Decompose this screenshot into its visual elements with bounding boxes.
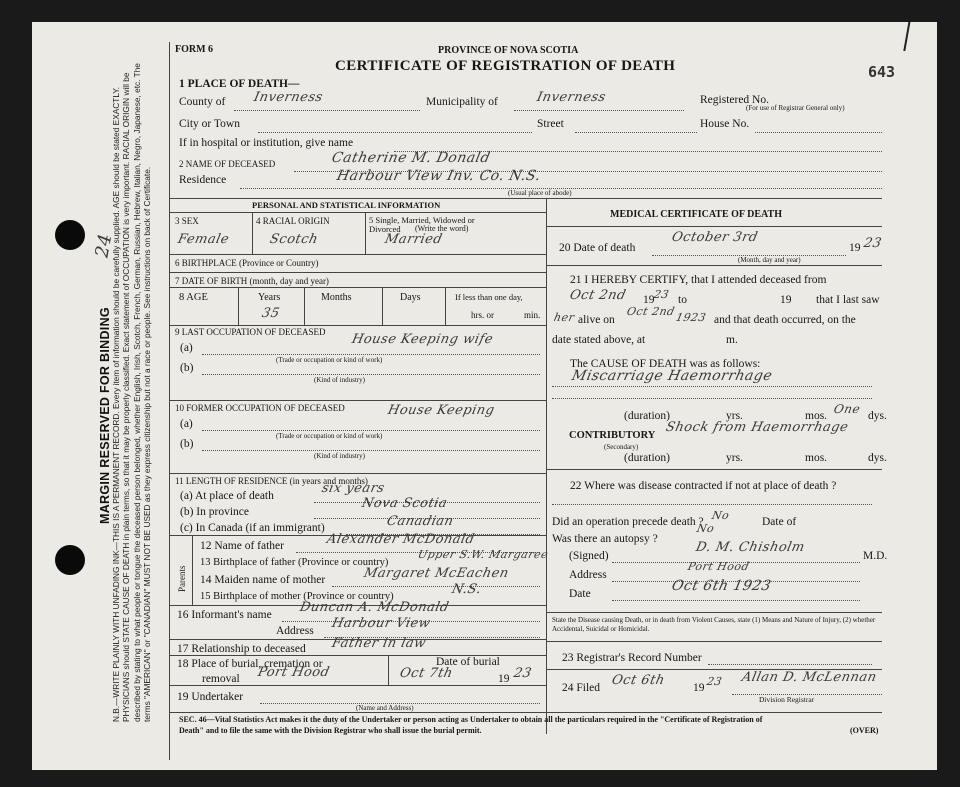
place-of-death-heading: 1 PLACE OF DEATH— bbox=[179, 78, 300, 90]
binding-hole-bottom bbox=[55, 545, 85, 575]
burial-label-1: 18 Place of burial, cremation or bbox=[177, 658, 323, 670]
yrs-label-1: yrs. bbox=[726, 410, 743, 422]
cause-label: The CAUSE OF DEATH was as follows: bbox=[570, 358, 761, 370]
margin-binding-title: MARGIN RESERVED FOR BINDING bbox=[98, 307, 112, 524]
years-label: Years bbox=[258, 292, 281, 303]
industry-note-2: (Kind of industry) bbox=[314, 452, 365, 460]
informant-label: 16 Informant's name bbox=[177, 609, 272, 621]
father-name-value: Alexander McDonald bbox=[325, 532, 477, 547]
less-than-day-label: If less than one day, bbox=[455, 292, 523, 302]
dys-label-2: dys. bbox=[868, 452, 887, 464]
informant-address-value: Harbour View bbox=[330, 616, 432, 631]
burial-place-value: Port Hood bbox=[256, 665, 332, 680]
former-occ-b: (b) bbox=[180, 438, 194, 450]
months-label: Months bbox=[321, 292, 352, 303]
to-label: to bbox=[678, 294, 687, 306]
her-value: her bbox=[552, 311, 576, 324]
sec46-line-2: Death" and to file the same with the Division Registrar who shall issue the burial permit. bbox=[179, 726, 482, 735]
physician-address-value: Port Hood bbox=[686, 560, 751, 573]
age-label: 8 AGE bbox=[179, 292, 208, 303]
physician-address-label: Address bbox=[569, 569, 607, 581]
medical-heading: MEDICAL CERTIFICATE OF DEATH bbox=[610, 209, 782, 220]
registered-note: (For use of Registrar General only) bbox=[746, 104, 845, 112]
marital-note: (Write the word) bbox=[415, 224, 469, 233]
mos-label-1: mos. bbox=[805, 410, 828, 422]
certificate-title: CERTIFICATE OF REGISTRATION OF DEATH bbox=[335, 58, 676, 74]
stamp-number: 643 bbox=[868, 63, 896, 81]
days-label: Days bbox=[400, 292, 421, 303]
signed-label: (Signed) bbox=[569, 550, 609, 562]
last-occ-b: (b) bbox=[180, 362, 194, 374]
racial-origin-value: Scotch bbox=[268, 232, 320, 247]
form-number: FORM 6 bbox=[175, 44, 214, 55]
marital-label-1: 5 Single, Married, Widowed or bbox=[369, 215, 475, 225]
in-canada-label: (c) In Canada (if an immigrant) bbox=[180, 522, 325, 534]
municipality-value: Inverness bbox=[535, 90, 608, 105]
date-of-label: Date of bbox=[762, 516, 797, 528]
sex-label: 3 SEX bbox=[175, 216, 199, 226]
relationship-value: Father in law bbox=[330, 636, 428, 651]
state-disease-note: State the Disease causing Death, or in death from Violent Causes, state (1) Means and Nature of Injury, (2) whether Accidental, Suicidal or Homicidal. bbox=[552, 616, 876, 633]
undertaker-label: 19 Undertaker bbox=[177, 691, 244, 703]
attended-from-year: 23 bbox=[652, 288, 671, 301]
last-occupation-value: House Keeping wife bbox=[350, 332, 495, 347]
m-label: m. bbox=[726, 334, 738, 346]
md-label: M.D. bbox=[863, 550, 888, 562]
mother-name-value: Margaret McEachen bbox=[362, 566, 511, 581]
dys-label-1: dys. bbox=[868, 410, 887, 422]
attended-from-value: Oct 2nd bbox=[568, 288, 628, 303]
former-occupation-value: House Keeping bbox=[386, 403, 497, 418]
registrar-signature: Allan D. McLennan bbox=[740, 670, 879, 685]
burial-date-value: Oct 7th bbox=[398, 666, 455, 681]
over-label: (OVER) bbox=[850, 726, 879, 735]
name-of-deceased-label: 2 NAME OF DECEASED bbox=[179, 159, 276, 169]
corner-check-mark bbox=[890, 22, 911, 51]
residence-label: Residence bbox=[179, 174, 227, 186]
relationship-label: 17 Relationship to deceased bbox=[177, 643, 306, 655]
last-occ-a: (a) bbox=[180, 342, 193, 354]
operation-value: No bbox=[710, 509, 731, 522]
filed-year: 23 bbox=[705, 675, 724, 688]
cert-date-value: Oct 6th 1923 bbox=[670, 578, 773, 594]
date-note: (Month, day and year) bbox=[738, 256, 801, 264]
certificate-document bbox=[32, 22, 937, 770]
contributory-value: Shock from Haemorrhage bbox=[664, 420, 850, 435]
duration-label-2: (duration) bbox=[624, 452, 670, 464]
date-of-death-value: October 3rd bbox=[670, 230, 760, 245]
operation-label: Did an operation precede death ? bbox=[552, 516, 704, 528]
in-canada-value: Canadian bbox=[385, 514, 456, 529]
alive-label: alive on bbox=[578, 314, 615, 326]
filed-year-prefix: 19 bbox=[693, 682, 705, 694]
municipality-label: Municipality of bbox=[426, 96, 498, 108]
hrs-or-label: hrs. or bbox=[471, 310, 494, 320]
date-of-birth-label: 7 DATE OF BIRTH (month, day and year) bbox=[175, 276, 329, 286]
county-label: County of bbox=[179, 96, 226, 108]
date-of-death-year-prefix: 19 bbox=[849, 242, 861, 254]
province-title: PROVINCE OF NOVA SCOTIA bbox=[438, 45, 579, 56]
autopsy-value: No bbox=[695, 522, 716, 535]
division-registrar-note: Division Registrar bbox=[759, 695, 815, 704]
margin-handwritten-number: 24 bbox=[91, 231, 117, 260]
name-of-deceased-value: Catherine M. Donald bbox=[330, 150, 492, 166]
city-label: City or Town bbox=[179, 118, 240, 130]
attended-from-year-prefix: 19 bbox=[643, 294, 655, 306]
record-number-label: 23 Registrar's Record Number bbox=[562, 652, 702, 664]
mother-name-label: 14 Maiden name of mother bbox=[200, 574, 326, 586]
signed-value: D. M. Chisholm bbox=[694, 540, 807, 555]
informant-address-label: Address bbox=[276, 625, 314, 637]
margin-instructions: N.B.—WRITE PLAINLY WITH UNFADING INK—THIS IS A PERMANENT RECORD. Every item of information should be carefully supplied. AGE should be stated EXACTLY. PHYSICIANS should STATE CAUSE OF DEATH in plain terms, so that it may be properly classified. Exact statement of OCCUPATION is very important. RACIAL ORIGIN will be described by stating to what people or tongue the deceased person belonged, whether English, Irish, Scotch, French, German, Russian, Hebrew, Italian, Negro, Japanese, etc. The terms "AMERICAN" or "CANADIAN" MUST NOT BE USED as they express citizenship but not a race or people. See instructions on back of Certificate. bbox=[111, 63, 153, 722]
racial-origin-label: 4 RACIAL ORIGIN bbox=[256, 216, 330, 226]
father-birthplace-value: Upper S.W. Margaree bbox=[416, 548, 550, 561]
residence-note: (Usual place of abode) bbox=[508, 189, 572, 197]
hospital-label: If in hospital or institution, give name bbox=[179, 137, 354, 149]
mos-label-2: mos. bbox=[805, 452, 828, 464]
min-label: min. bbox=[524, 310, 541, 320]
informant-value: Duncan A. McDonald bbox=[298, 600, 451, 615]
father-name-label: 12 Name of father bbox=[200, 540, 284, 552]
cert-date-label: Date bbox=[569, 588, 591, 600]
certify-text: 21 I HEREBY CERTIFY, that I attended deceased from bbox=[570, 274, 827, 286]
industry-note-1: (Kind of industry) bbox=[314, 376, 365, 384]
parents-label: Parents bbox=[177, 565, 187, 592]
alive-year: 1923 bbox=[674, 311, 708, 324]
filed-label: 24 Filed bbox=[562, 682, 601, 694]
date-of-death-label: 20 Date of death bbox=[559, 242, 636, 254]
last-saw-label: that I last saw bbox=[816, 294, 880, 306]
date-of-death-year: 23 bbox=[862, 236, 884, 251]
undertaker-note: (Name and Address) bbox=[356, 704, 414, 712]
sex-value: Female bbox=[176, 232, 231, 247]
years-value: 35 bbox=[260, 306, 282, 321]
mother-birthplace-value: N.S. bbox=[450, 582, 483, 597]
contributory-label: CONTRIBUTORY bbox=[569, 430, 656, 441]
mother-birthplace-label: 15 Birthplace of mother (Province or country) bbox=[200, 591, 394, 602]
duration-days-value: One bbox=[832, 402, 862, 416]
yrs-label-2: yrs. bbox=[726, 452, 743, 464]
burial-date-label: Date of burial bbox=[436, 656, 500, 668]
sec46-line-1: SEC. 46—Vital Statistics Act makes it the duty of the Undertaker or person acting as Undertaker to obtain all the particulars required in the "Certificate of Registration of bbox=[179, 715, 763, 724]
duration-label-1: (duration) bbox=[624, 410, 670, 422]
residence-value: Harbour View Inv. Co. N.S. bbox=[335, 168, 543, 184]
father-birthplace-label: 13 Birthplace of father (Province or country) bbox=[200, 557, 389, 568]
filed-value: Oct 6th bbox=[610, 673, 667, 688]
marital-value: Married bbox=[383, 232, 444, 247]
cause-value: Miscarriage Haemorrhage bbox=[570, 368, 774, 384]
at-place-value: six years bbox=[320, 481, 387, 496]
autopsy-label: Was there an autopsy ? bbox=[552, 533, 658, 545]
alive-value: Oct 2nd bbox=[625, 305, 677, 318]
trade-note-1: (Trade or occupation or kind of work) bbox=[276, 356, 383, 364]
length-of-residence-label: 11 LENGTH OF RESIDENCE (in years and months) bbox=[175, 476, 368, 486]
binding-hole-top bbox=[55, 220, 85, 250]
last-occupation-label: 9 LAST OCCUPATION OF DECEASED bbox=[175, 327, 326, 337]
date-stated-label: date stated above, at bbox=[552, 334, 646, 346]
former-occ-a: (a) bbox=[180, 418, 193, 430]
marital-label-2: Divorced bbox=[369, 224, 401, 234]
at-place-label: (a) At place of death bbox=[180, 490, 274, 502]
birthplace-label: 6 BIRTHPLACE (Province or Country) bbox=[175, 258, 319, 268]
secondary-note: (Secondary) bbox=[604, 443, 639, 451]
burial-label-2: removal bbox=[202, 673, 240, 685]
burial-year-prefix: 19 bbox=[498, 673, 510, 685]
burial-year-value: 23 bbox=[512, 666, 534, 681]
occurred-label: and that death occurred, on the bbox=[714, 314, 856, 326]
street-label: Street bbox=[537, 118, 564, 130]
county-value: Inverness bbox=[252, 90, 325, 105]
to-year-label: 19 bbox=[780, 294, 792, 306]
personal-heading: PERSONAL AND STATISTICAL INFORMATION bbox=[252, 200, 441, 210]
house-no-label: House No. bbox=[700, 118, 750, 130]
in-province-value: Nova Scotia bbox=[360, 496, 449, 511]
former-occupation-label: 10 FORMER OCCUPATION OF DECEASED bbox=[175, 403, 345, 413]
registered-no-label: Registered No. bbox=[700, 94, 769, 106]
trade-note-2: (Trade or occupation or kind of work) bbox=[276, 432, 383, 440]
in-province-label: (b) In province bbox=[180, 506, 249, 518]
contracted-label: 22 Where was disease contracted if not at place of death ? bbox=[570, 480, 837, 492]
